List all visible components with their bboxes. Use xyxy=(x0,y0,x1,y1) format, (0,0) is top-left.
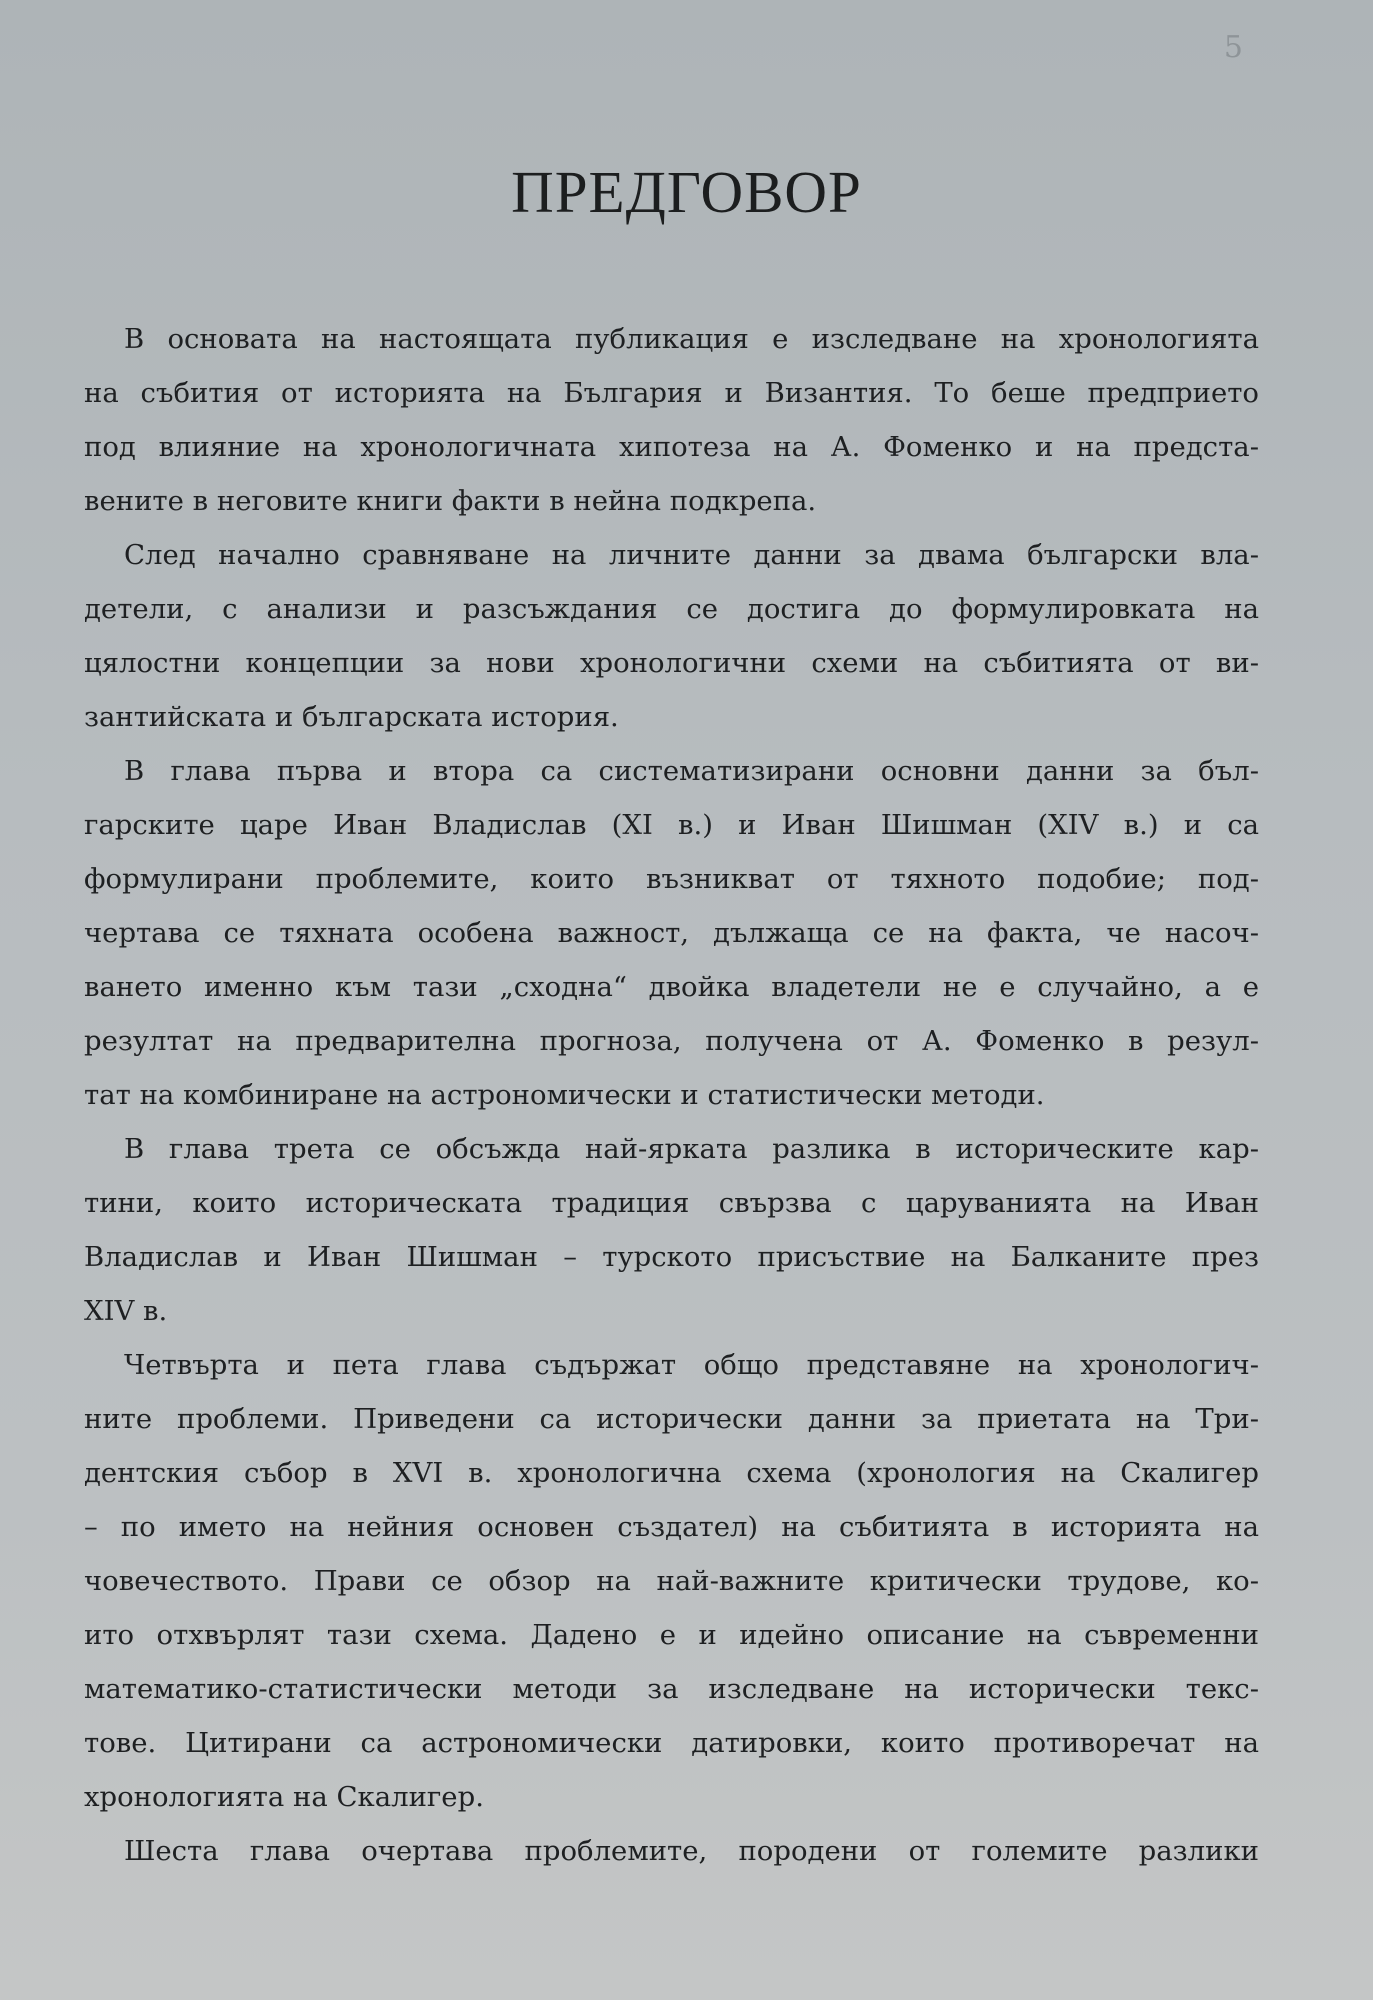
text-line: чертава се тяхната особена важност, дължаща се на факта, че насоч- xyxy=(84,917,1259,949)
text-line: тат на комбиниране на астрономически и статистически методи. xyxy=(84,1079,1045,1111)
text-line: хронологията на Скалигер. xyxy=(84,1781,484,1813)
text-line: човечеството. Прави се обзор на най-важните критически трудове, ко- xyxy=(84,1565,1259,1597)
text-line: – по името на нейния основен създател) на събитията в историята на xyxy=(84,1511,1259,1543)
paragraph xyxy=(84,1122,1259,1338)
text-line: Шеста глава очертава проблемите, породени от големите разлики xyxy=(124,1835,1259,1867)
text-line: Четвърта и пета глава съдържат общо представяне на хронологич- xyxy=(124,1349,1259,1381)
text-line: дентския събор в XVI в. хронологична схема (хронология на Скалигер xyxy=(84,1457,1259,1489)
text-line: гарските царе Иван Владислав (XI в.) и Иван Шишман (XIV в.) и са xyxy=(84,809,1259,841)
text-line: Владислав и Иван Шишман – турското присъствие на Балканите през xyxy=(84,1241,1259,1273)
text-line: В глава първа и втора са систематизирани основни данни за бъл- xyxy=(124,755,1259,787)
text-line: тини, които историческата традиция свързва с царуванията на Иван xyxy=(84,1187,1259,1219)
text-line: цялостни концепции за нови хронологични схеми на събитията от ви- xyxy=(84,647,1259,679)
paragraph xyxy=(84,744,1259,1122)
text-line: зантийската и българската история. xyxy=(84,701,619,733)
text-line: ито отхвърлят тази схема. Дадено е и идейно описание на съвременни xyxy=(84,1619,1259,1651)
text-line: XIV в. xyxy=(84,1295,168,1327)
text-line: формулирани проблемите, които възникват от тяхното подобие; под- xyxy=(84,863,1259,895)
text-line: на събития от историята на България и Византия. То беше предприето xyxy=(84,377,1259,409)
text-line: ните проблеми. Приведени са исторически данни за приетата на Три- xyxy=(84,1403,1259,1435)
paragraph xyxy=(84,312,1259,528)
paragraph xyxy=(84,1824,1259,1878)
body-text xyxy=(84,312,1259,1878)
paragraph xyxy=(84,528,1259,744)
text-line: вените в неговите книги факти в нейна подкрепа. xyxy=(84,485,817,517)
text-line: В глава трета се обсъжда най-ярката разлика в историческите кар- xyxy=(124,1133,1259,1165)
text-line: под влияние на хронологичната хипотеза на А. Фоменко и на предста- xyxy=(84,431,1259,463)
text-line: ването именно към тази „сходна“ двойка владетели не е случайно, а е xyxy=(84,971,1259,1003)
text-line: математико-статистически методи за изследване на исторически текс- xyxy=(84,1673,1259,1705)
text-line: тове. Цитирани са астрономически датировки, които противоречат на xyxy=(84,1727,1259,1759)
page-title: ПРЕДГОВОР xyxy=(511,159,862,225)
text-line: След начално сравняване на личните данни за двама български вла- xyxy=(124,539,1259,571)
page-number: 5 xyxy=(1223,30,1243,65)
paragraph xyxy=(84,1338,1259,1824)
text-line: В основата на настоящата публикация е изследване на хронологията xyxy=(124,323,1259,355)
text-line: детели, с анализи и разсъждания се достига до формулировката на xyxy=(84,593,1259,625)
text-line: резултат на предварителна прогноза, получена от А. Фоменко в резул- xyxy=(84,1025,1259,1057)
